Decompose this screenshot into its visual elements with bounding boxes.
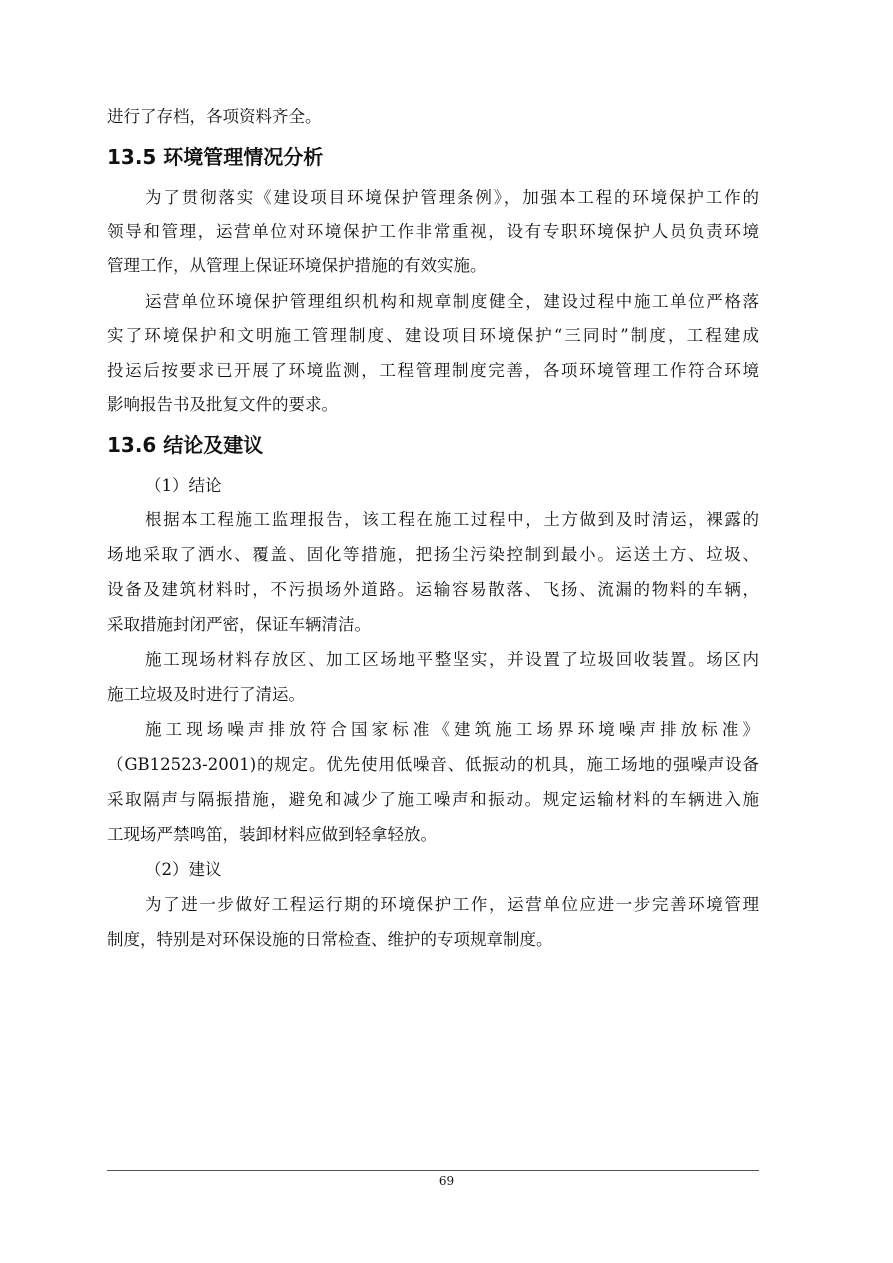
page-number: 69 — [438, 1174, 455, 1188]
paragraph-line: 为了进一步做好工程运行期的环境保护工作，运营单位应进一步完善环境管理 — [145, 895, 759, 914]
paragraph-line: 领导和管理，运营单位对环境保护工作非常重视，设有专职环境保护人员负责环境 — [107, 222, 759, 241]
paragraph-line: 场地采取了洒水、覆盖、固化等措施，把扬尘污染控制到最小。运送土方、垃圾、 — [107, 545, 759, 564]
paragraph-line: 制度，特别是对环保设施的日常检查、维护的专项规章制度。 — [107, 930, 553, 949]
paragraph-line: 为了贯彻落实《建设项目环境保护管理条例》，加强本工程的环境保护工作的 — [145, 188, 759, 207]
conclusion-label: （1）结论 — [145, 476, 222, 495]
footer-rule — [107, 1170, 759, 1171]
paragraph-line: 施工垃圾及时进行了清运。 — [107, 685, 305, 704]
suggestion-label: （2）建议 — [145, 860, 222, 879]
paragraph-line: 设备及建筑材料时，不污损场外道路。运输容易散落、飞扬、流漏的物料的车辆， — [107, 580, 759, 599]
paragraph-line: 施工现场噪声排放符合国家标准《建筑施工场界环境噪声排放标准》 — [145, 720, 759, 739]
paragraph-line: 运营单位环境保护管理组织机构和规章制度健全，建设过程中施工单位严格落 — [145, 292, 759, 311]
paragraph-line: 影响报告书及批复文件的要求。 — [107, 395, 338, 414]
paragraph-line: 管理工作，从管理上保证环境保护措施的有效实施。 — [107, 256, 487, 275]
intro-line: 进行了存档，各项资料齐全。 — [107, 107, 322, 126]
paragraph-line: 根据本工程施工监理报告，该工程在施工过程中，土方做到及时清运，裸露的 — [145, 510, 759, 529]
paragraph-line: 实了环境保护和文明施工管理制度、建设项目环境保护“三同时”制度，工程建成 — [107, 326, 759, 345]
paragraph-line: （GB12523-2001)的规定。优先使用低噪音、低振动的机具，施工场地的强噪声设备 — [107, 755, 759, 774]
section-13-5-heading: 13.5 环境管理情况分析 — [107, 145, 324, 169]
paragraph-line: 工现场严禁鸣笛，装卸材料应做到轻拿轻放。 — [107, 825, 437, 844]
paragraph-line: 采取隔声与隔振措施，避免和减少了施工噪声和振动。规定运输材料的车辆进入施 — [107, 790, 759, 809]
section-13-6-heading: 13.6 结论及建议 — [107, 433, 264, 457]
paragraph-line: 投运后按要求已开展了环境监测，工程管理制度完善，各项环境管理工作符合环境 — [107, 361, 759, 380]
paragraph-line: 施工现场材料存放区、加工区场地平整坚实，并设置了垃圾回收装置。场区内 — [145, 650, 759, 669]
paragraph-line: 采取措施封闭严密，保证车辆清洁。 — [107, 615, 371, 634]
